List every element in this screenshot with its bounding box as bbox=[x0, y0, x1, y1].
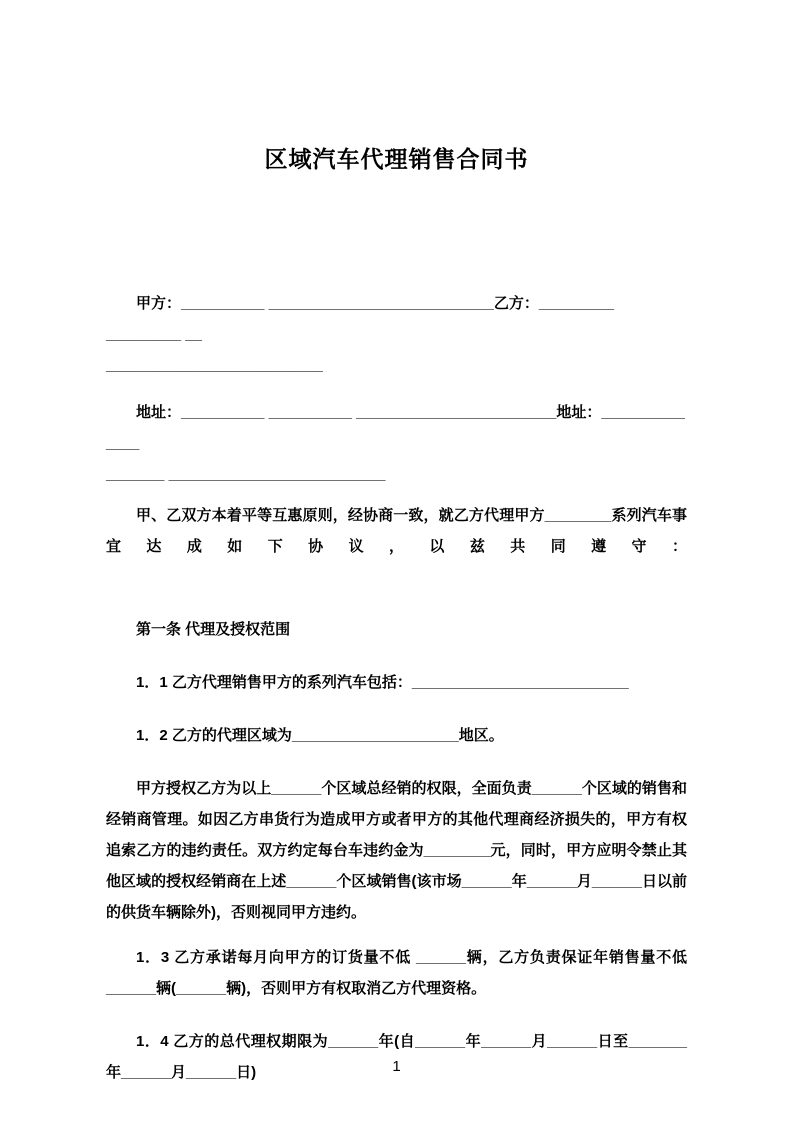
clause-1-1: 1．1 乙方代理销售甲方的系列汽车包括：__________________________ bbox=[136, 674, 629, 691]
clause-1-3: 1．3 乙方承诺每月向甲方的订货量不低 ______辆，乙方负责保证年销售量不低______辆(______辆)，否则甲方有权取消乙方代理资格。 bbox=[106, 949, 687, 997]
clause-1-4: 1．4 乙方的总代理权期限为______年(自______年______月______日至_______年______月______日) bbox=[106, 1033, 687, 1081]
authorization-paragraph: 甲方授权乙方为以上______个区域总经销的权限，全面负责______个区域的销售和经销商管理。如因乙方串货行为造成甲方或者甲方的其他代理商经济损失的，甲方有权追索乙方的违约责任。双方约定每台车违约金为________元，同时，甲方应明令禁止其他区域的授权经销商在上述______个区域销售(该市场______年______月______日以前的供货车辆除外)，否则视同甲方违约。 bbox=[106, 780, 687, 921]
document-title: 区域汽车代理销售合同书 bbox=[264, 146, 529, 172]
address-line-2: _______ __________________________ bbox=[106, 466, 386, 483]
address-line-1: 地址：__________ __________ ________________________地址：__________ ____ bbox=[106, 404, 685, 452]
intro-paragraph: 甲、乙双方本着平等互惠原则，经协商一致，就乙方代理甲方________系列汽车事宜达成如下协议，以兹共同遵守： bbox=[106, 507, 687, 555]
section-1-heading: 第一条 代理及授权范围 bbox=[136, 621, 291, 638]
clause-1-2: 1．2 乙方的代理区域为____________________地区。 bbox=[136, 727, 504, 744]
party-line-2: __________________________ bbox=[106, 357, 323, 374]
page-number: 1 bbox=[392, 1058, 401, 1075]
party-line-1: 甲方：__________ ___________________________乙方：_________ _________ __ bbox=[106, 295, 614, 343]
